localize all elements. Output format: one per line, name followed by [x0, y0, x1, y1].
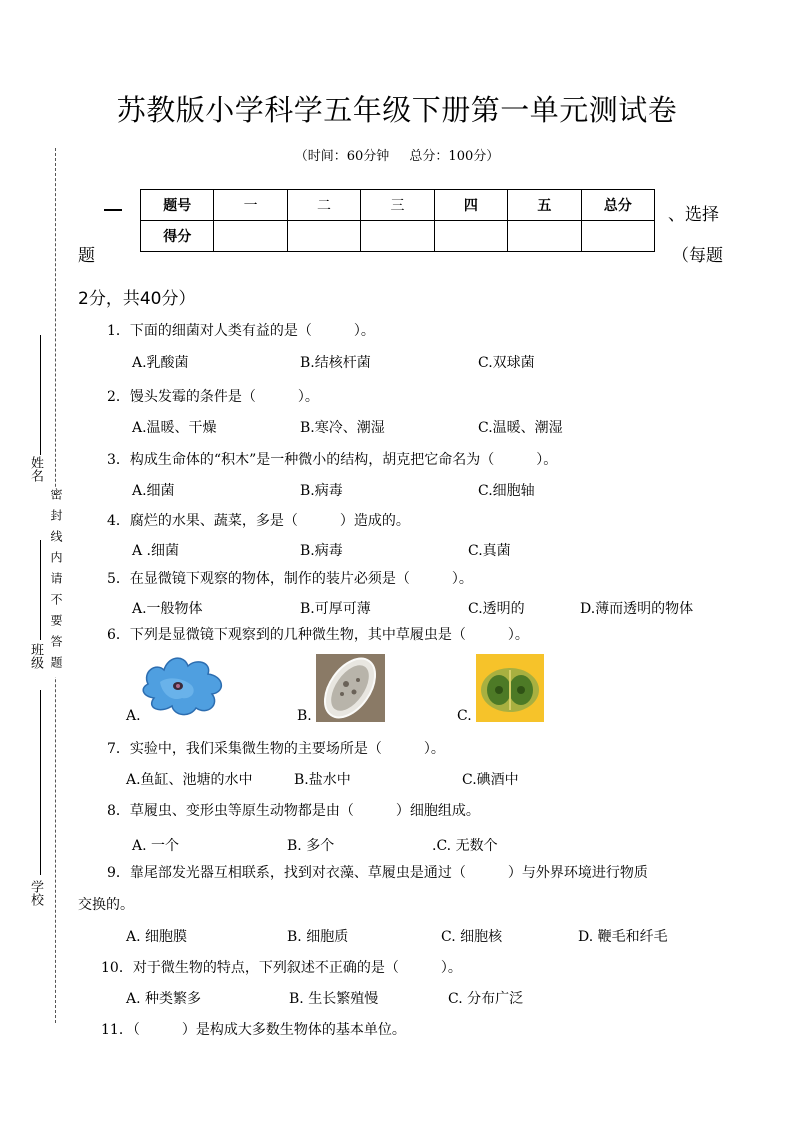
option: .C. 无数个	[432, 838, 498, 854]
seal-warning: 密封线内请不要答题	[49, 488, 63, 677]
score-table	[140, 189, 655, 252]
option: A.细菌	[132, 483, 175, 499]
option: B. 细胞质	[287, 929, 349, 945]
option: C. 分布广泛	[448, 991, 524, 1007]
score-row-label: 得分	[141, 221, 214, 252]
paramecium-image	[316, 654, 385, 722]
score-input-cell[interactable]	[581, 221, 654, 252]
score-cell: 五	[508, 190, 581, 221]
option: A. 种类繁多	[126, 991, 202, 1007]
option: C. 细胞核	[441, 929, 503, 945]
score-cell: 总分	[581, 190, 654, 221]
question-2: 2．馒头发霉的条件是（ ）。	[107, 389, 319, 405]
option: D.薄而透明的物体	[580, 601, 694, 617]
option: A.	[126, 708, 141, 724]
amoeba-image	[138, 654, 230, 718]
option: D. 鞭毛和纤毛	[578, 929, 668, 945]
option: A.鱼缸、池塘的水中	[126, 772, 253, 788]
option: C.透明的	[468, 601, 525, 617]
score-table-header-row	[141, 190, 655, 221]
option: C.温暖、潮湿	[478, 420, 563, 436]
option: C.	[457, 708, 472, 724]
option: B.病毒	[300, 543, 343, 559]
score-input-cell[interactable]	[508, 221, 581, 252]
option: B.可厚可薄	[300, 601, 371, 617]
option: C.双球菌	[478, 355, 535, 371]
name-underline	[40, 335, 41, 455]
option: A. 细胞膜	[126, 929, 188, 945]
score-cell: 一	[214, 190, 287, 221]
option: B. 生长繁殖慢	[289, 991, 379, 1007]
score-cell: 二	[287, 190, 360, 221]
school-underline	[40, 690, 41, 875]
score-input-cell[interactable]	[434, 221, 507, 252]
option: A.乳酸菌	[132, 355, 189, 371]
question-11: 11．（ ）是构成大多数生物体的基本单位。	[101, 1022, 406, 1038]
class-label: 班级	[28, 643, 43, 669]
question-10: 10．对于微生物的特点，下列叙述不正确的是（ ）。	[101, 960, 462, 976]
score-cell: 四	[434, 190, 507, 221]
score-input-cell[interactable]	[214, 221, 287, 252]
question-1: 1．下面的细菌对人类有益的是（ ）。	[107, 323, 375, 339]
page-subtitle	[0, 145, 794, 164]
option: A.一般物体	[132, 601, 203, 617]
name-label: 姓名	[28, 456, 43, 482]
class-underline	[40, 540, 41, 640]
option: B. 多个	[287, 838, 335, 854]
question-4: 4．腐烂的水果、蔬菜，多是（ ）造成的。	[107, 513, 410, 529]
question-7: 7．实验中，我们采集微生物的主要场所是（ ）。	[107, 741, 445, 757]
question-9: 9．靠尾部发光器互相联系，找到对衣藻、草履虫是通过（ ）与外界环境进行物质	[107, 865, 648, 881]
option: C.细胞轴	[478, 483, 535, 499]
option: C.碘酒中	[462, 772, 519, 788]
option: A. 一个	[132, 838, 180, 854]
section-heading-part1: 、选择	[668, 205, 719, 225]
question-8: 8．草履虫、变形虫等原生动物都是由（ ）细胞组成。	[107, 803, 480, 819]
question-9-continued: 交换的。	[78, 897, 134, 913]
option: C.真菌	[468, 543, 511, 559]
green-cell-image	[476, 654, 544, 722]
time-info: （时间：60分钟	[294, 149, 390, 164]
score-cell: 三	[361, 190, 434, 221]
section-heading-part2: 题	[78, 246, 95, 266]
score-table-score-row	[141, 221, 655, 252]
option: B.结核杆菌	[300, 355, 371, 371]
option: B.盐水中	[294, 772, 351, 788]
question-5: 5．在显微镜下观察的物体，制作的装片必须是（ ）。	[107, 571, 473, 587]
score-cell: 题号	[141, 190, 214, 221]
page-title: 苏教版小学科学五年级下册第一单元测试卷	[116, 93, 678, 127]
option: A.温暖、干燥	[132, 420, 217, 436]
score-input-cell[interactable]	[287, 221, 360, 252]
section-number-dash	[104, 209, 122, 211]
total-info: 总分：100分）	[409, 149, 500, 164]
option: A .细菌	[132, 543, 180, 559]
question-6: 6．下列是显微镜下观察到的几种微生物，其中草履虫是（ ）。	[107, 627, 529, 643]
school-label: 学校	[28, 880, 43, 906]
question-3: 3．构成生命体的“积木”是一种微小的结构，胡克把它命名为（ ）。	[107, 452, 558, 468]
option: B.	[297, 708, 312, 724]
section-heading-part4: 2分，共40分）	[78, 289, 196, 309]
option: B.病毒	[300, 483, 343, 499]
section-heading-part3: （每题	[672, 246, 723, 266]
option: B.寒冷、潮湿	[300, 420, 385, 436]
score-input-cell[interactable]	[361, 221, 434, 252]
